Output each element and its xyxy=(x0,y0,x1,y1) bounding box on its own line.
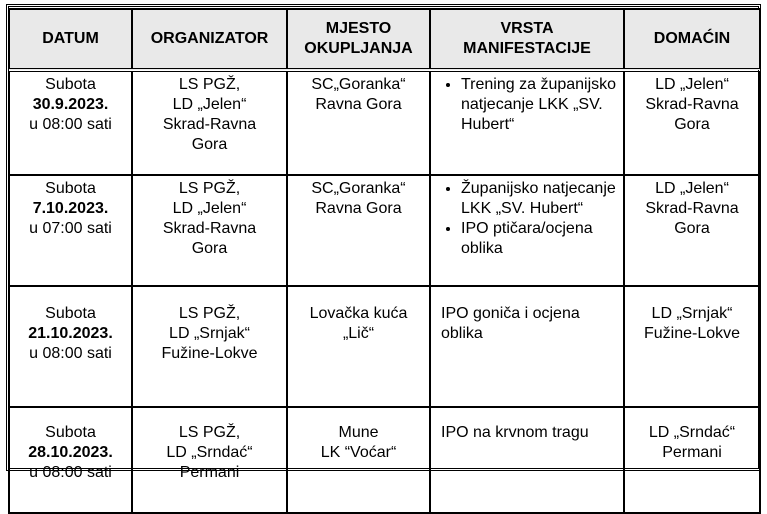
event-text: IPO goniča i ocjena oblika xyxy=(441,305,580,342)
host-cell xyxy=(624,175,760,286)
host-cell xyxy=(624,70,760,175)
event-item: • IPO ptičara/ocjena oblika xyxy=(461,219,619,259)
host-line: LD „Jelen“ xyxy=(655,76,729,93)
day-text: Subota xyxy=(45,76,96,93)
host-line: Fužine-Lokve xyxy=(643,325,741,342)
host-line: Gora xyxy=(674,116,710,133)
event-item: • Županijsko natjecanje LKK „SV. Hubert“ xyxy=(461,179,619,219)
event-list xyxy=(439,179,619,259)
time-text: u 07:00 sati xyxy=(29,220,112,237)
place-cell xyxy=(287,175,430,286)
event-type-cell xyxy=(430,70,624,175)
organizer-cell xyxy=(132,286,287,407)
organizer-line: LS PGŽ, xyxy=(178,424,241,441)
host-line: LD „Srnjak“ xyxy=(651,305,733,322)
place-line: Mune xyxy=(338,424,379,441)
host-line: Gora xyxy=(674,220,710,237)
date-cell xyxy=(9,70,132,175)
organizer-line: LD „Srndać“ xyxy=(166,444,253,461)
date-cell xyxy=(9,175,132,286)
header-mjesto: MJESTO OKUPLJANJA xyxy=(287,9,430,70)
host-line: Skrad-Ravna xyxy=(645,96,739,113)
organizer-line: Permani xyxy=(179,464,240,481)
events-table xyxy=(8,8,761,514)
event-list xyxy=(439,75,619,135)
date-text: 21.10.2023. xyxy=(28,325,113,342)
date-text: 30.9.2023. xyxy=(32,96,109,113)
organizer-line: Fužine-Lokve xyxy=(161,345,258,362)
organizer-line: Skrad-Ravna xyxy=(162,220,257,237)
organizer-line: Gora xyxy=(191,240,228,257)
day-text: Subota xyxy=(45,424,96,441)
organizer-cell xyxy=(132,175,287,286)
organizer-line: LS PGŽ, xyxy=(178,180,241,197)
event-item: • Trening za županijsko natjecanje LKK „SV. Hubert“ xyxy=(461,75,619,135)
place-line: SC„Goranka“ xyxy=(311,76,406,93)
date-cell xyxy=(9,407,132,513)
host-line: Permani xyxy=(662,444,722,461)
date-cell xyxy=(9,286,132,407)
header-datum: DATUM xyxy=(9,9,132,70)
table-row xyxy=(9,70,760,175)
place-cell xyxy=(287,407,430,513)
organizer-line: Skrad-Ravna xyxy=(162,116,257,133)
table-row xyxy=(9,407,760,513)
organizer-line: LD „Jelen“ xyxy=(172,96,247,113)
event-text: IPO na krvnom tragu xyxy=(441,424,589,441)
date-text: 7.10.2023. xyxy=(32,200,109,217)
place-line: Ravna Gora xyxy=(315,96,402,113)
table-row xyxy=(9,286,760,407)
event-type-cell xyxy=(430,407,624,513)
host-line: LD „Jelen“ xyxy=(655,180,729,197)
host-cell xyxy=(624,286,760,407)
event-type-cell xyxy=(430,286,624,407)
table-header-row xyxy=(9,9,760,70)
organizer-line: LS PGŽ, xyxy=(178,305,241,322)
organizer-line: LD „Srnjak“ xyxy=(169,325,250,342)
organizer-cell xyxy=(132,407,287,513)
event-type-cell xyxy=(430,175,624,286)
place-cell xyxy=(287,70,430,175)
host-cell xyxy=(624,407,760,513)
day-text: Subota xyxy=(45,305,96,322)
table-row xyxy=(9,175,760,286)
date-text: 28.10.2023. xyxy=(28,444,113,461)
organizer-line: Gora xyxy=(191,136,228,153)
time-text: u 08:00 sati xyxy=(29,116,112,133)
day-text: Subota xyxy=(45,180,96,197)
place-line: Ravna Gora xyxy=(315,200,402,217)
place-line: Lovačka kuća xyxy=(309,305,408,322)
place-line: LK “Voćar“ xyxy=(320,444,397,461)
host-line: LD „Srndać“ xyxy=(648,424,736,441)
header-organizator: ORGANIZATOR xyxy=(132,9,287,70)
time-text: u 08:00 sati xyxy=(29,464,112,481)
time-text: u 08:00 sati xyxy=(29,345,112,362)
place-line: „Lič“ xyxy=(342,325,375,342)
header-vrsta: VRSTA MANIFESTACIJE xyxy=(430,9,624,70)
organizer-cell xyxy=(132,70,287,175)
organizer-line: LS PGŽ, xyxy=(178,76,241,93)
place-cell xyxy=(287,286,430,407)
host-line: Skrad-Ravna xyxy=(645,200,739,217)
place-line: SC„Goranka“ xyxy=(311,180,406,197)
organizer-line: LD „Jelen“ xyxy=(172,200,247,217)
header-domacin: DOMAĆIN xyxy=(624,9,760,70)
